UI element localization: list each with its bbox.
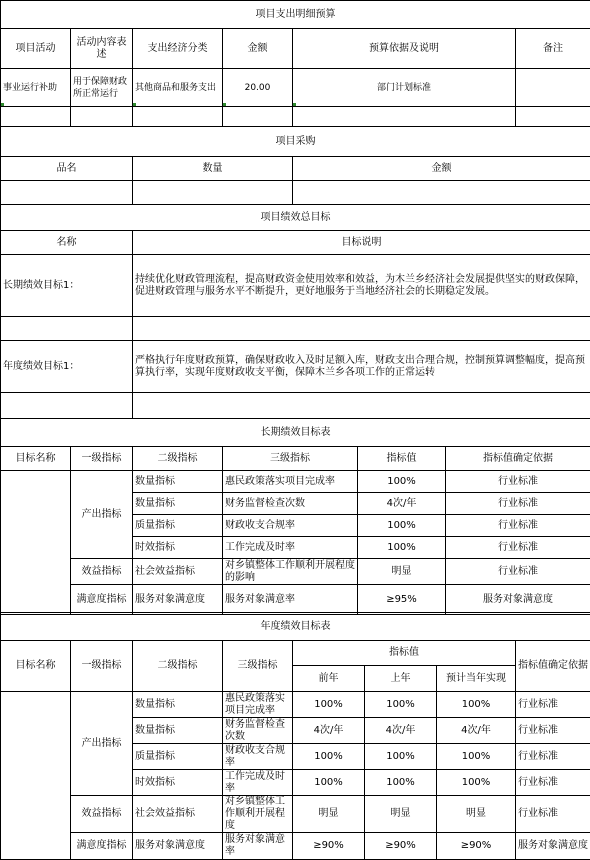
an-value-current: 100% — [437, 770, 516, 796]
procurement-header-amount: 金额 — [293, 157, 590, 181]
long-term-goal-text: 持续优化财政管理流程，提高财政资金使用效率和效益，为木兰乡经济社会发展提供坚实的财政保障，促进财政管理与服务水平不断提升，更好地服务于当地经济社会的长期稳定发展。 — [133, 255, 590, 317]
an-value-prev1: ≥90% — [365, 833, 437, 860]
overall-goals-table — [0, 204, 590, 419]
an-value-prev1: 100% — [365, 744, 437, 770]
an-value-prev2: 100% — [293, 692, 365, 718]
lt-header-level3: 三级指标 — [223, 447, 358, 471]
detail-budget-table — [0, 0, 590, 127]
an-subheader-prev2: 前年 — [293, 666, 365, 692]
annual-goal-text: 严格执行年度财政预算，确保财政收入及时足额入库，财政支出合理合规，控制预算调整幅度，提高预算执行率，实现年度财政收支平衡，保障木兰乡各项工作的正常运转 — [133, 341, 590, 393]
an-basis: 行业标准 — [516, 744, 590, 770]
detail-content: 用于保障财政所正常运行 — [71, 69, 133, 107]
an-level2: 服务对象满意度 — [133, 833, 223, 860]
lt-basis: 行业标准 — [446, 471, 590, 493]
lt-value: 100% — [358, 471, 446, 493]
an-value-prev1: 100% — [365, 770, 437, 796]
lt-basis: 行业标准 — [446, 515, 590, 537]
lt-basis: 服务对象满意度 — [446, 585, 590, 615]
an-value-current: ≥90% — [437, 833, 516, 860]
header-basis: 预算依据及说明 — [293, 29, 516, 69]
annual-goal-table — [0, 612, 590, 860]
an-value-prev1: 100% — [365, 692, 437, 718]
an-subheader-prev1: 上年 — [365, 666, 437, 692]
lt-value: 100% — [358, 515, 446, 537]
lt-level2: 数量指标 — [133, 493, 223, 515]
an-basis: 服务对象满意度 — [516, 833, 590, 860]
an-value-prev1: 4次/年 — [365, 718, 437, 744]
an-basis: 行业标准 — [516, 718, 590, 744]
detail-econ-class: 其他商品和服务支出 — [133, 69, 223, 107]
table-row — [1, 692, 590, 718]
detail-activity: 事业运行补助 — [1, 69, 71, 107]
annual-table-title: 年度绩效目标表 — [1, 613, 590, 641]
table-row — [1, 796, 590, 833]
header-econ-class: 支出经济分类 — [133, 29, 223, 69]
table-row — [1, 833, 590, 860]
lt-header-level1: 一级指标 — [71, 447, 133, 471]
lt-value: 100% — [358, 537, 446, 559]
an-header-level3: 三级指标 — [223, 641, 293, 692]
an-basis: 行业标准 — [516, 692, 590, 718]
lt-level3: 财务监督检查次数 — [223, 493, 358, 515]
lt-header-value: 指标值 — [358, 447, 446, 471]
an-value-current: 4次/年 — [437, 718, 516, 744]
lt-value: 4次/年 — [358, 493, 446, 515]
lt-basis: 行业标准 — [446, 537, 590, 559]
an-header-basis: 指标值确定依据 — [516, 641, 590, 692]
long-term-goal-table — [0, 418, 590, 615]
an-level2: 社会效益指标 — [133, 796, 223, 833]
lt-level2: 时效指标 — [133, 537, 223, 559]
goals-header-desc: 目标说明 — [133, 231, 590, 255]
an-level1-benefit: 效益指标 — [71, 796, 133, 833]
an-value-current: 明显 — [437, 796, 516, 833]
table-row — [1, 559, 590, 585]
lt-level2: 数量指标 — [133, 471, 223, 493]
lt-basis: 行业标准 — [446, 559, 590, 585]
table-row — [1, 585, 590, 615]
long-term-goal-label: 长期绩效目标1： — [1, 255, 133, 317]
an-level1-output: 产出指标 — [71, 692, 133, 796]
an-value-prev2: 4次/年 — [293, 718, 365, 744]
an-level2: 数量指标 — [133, 692, 223, 718]
lt-value: 明显 — [358, 559, 446, 585]
table-row — [1, 471, 590, 493]
lt-level3: 惠民政策落实项目完成率 — [223, 471, 358, 493]
page-title: 项目支出明细预算 — [1, 1, 590, 29]
procurement-title: 项目采购 — [1, 127, 590, 157]
lt-header-level2: 二级指标 — [133, 447, 223, 471]
an-value-prev2: 明显 — [293, 796, 365, 833]
header-remark: 备注 — [516, 29, 590, 69]
annual-goal-label: 年度绩效目标1： — [1, 341, 133, 393]
lt-level2: 社会效益指标 — [133, 559, 223, 585]
lt-level1-satisfaction: 满意度指标 — [71, 585, 133, 615]
an-header-goal: 目标名称 — [1, 641, 71, 692]
an-value-prev1: 明显 — [365, 796, 437, 833]
an-header-level2: 二级指标 — [133, 641, 223, 692]
lt-level3: 财政收支合规率 — [223, 515, 358, 537]
lt-level2: 服务对象满意度 — [133, 585, 223, 615]
lt-level1-benefit: 效益指标 — [71, 559, 133, 585]
an-value-current: 100% — [437, 692, 516, 718]
an-level3: 工作完成及时率 — [223, 770, 293, 796]
an-level3: 服务对象满意率 — [223, 833, 293, 860]
an-value-prev2: 100% — [293, 770, 365, 796]
an-value-current: 100% — [437, 744, 516, 770]
procurement-header-name: 品名 — [1, 157, 133, 181]
an-value-prev2: ≥90% — [293, 833, 365, 860]
lt-level3: 工作完成及时率 — [223, 537, 358, 559]
an-level1-satisfaction: 满意度指标 — [71, 833, 133, 860]
lt-level3: 对乡镇整体工作顺利开展程度的影响 — [223, 559, 358, 585]
an-basis: 行业标准 — [516, 796, 590, 833]
detail-remark — [516, 69, 590, 107]
detail-basis: 部门计划标准 — [293, 69, 516, 107]
lt-header-basis: 指标值确定依据 — [446, 447, 590, 471]
detail-amount: 20.00 — [223, 69, 293, 107]
procurement-header-qty: 数量 — [133, 157, 293, 181]
an-value-prev2: 100% — [293, 744, 365, 770]
overall-goals-title: 项目绩效总目标 — [1, 205, 590, 231]
lt-header-goal: 目标名称 — [1, 447, 71, 471]
an-header-level1: 一级指标 — [71, 641, 133, 692]
an-level3: 财务监督检查次数 — [223, 718, 293, 744]
an-subheader-current: 预计当年实现 — [437, 666, 516, 692]
header-activity: 项目活动 — [1, 29, 71, 69]
an-level2: 质量指标 — [133, 744, 223, 770]
lt-basis: 行业标准 — [446, 493, 590, 515]
an-basis: 行业标准 — [516, 770, 590, 796]
lt-value: ≥95% — [358, 585, 446, 615]
goals-header-name: 名称 — [1, 231, 133, 255]
an-level3: 财政收支合规率 — [223, 744, 293, 770]
lt-level3: 服务对象满意率 — [223, 585, 358, 615]
an-level2: 时效指标 — [133, 770, 223, 796]
an-level3: 对乡镇整体工作顺利开展程度 — [223, 796, 293, 833]
lt-level2: 质量指标 — [133, 515, 223, 537]
lt-level1-output: 产出指标 — [71, 471, 133, 559]
long-term-table-title: 长期绩效目标表 — [1, 419, 590, 447]
an-level2: 数量指标 — [133, 718, 223, 744]
an-header-value: 指标值 — [293, 641, 516, 666]
header-content: 活动内容表述 — [71, 29, 133, 69]
an-level3: 惠民政策落实项目完成率 — [223, 692, 293, 718]
header-amount: 金额 — [223, 29, 293, 69]
procurement-table — [0, 126, 590, 205]
